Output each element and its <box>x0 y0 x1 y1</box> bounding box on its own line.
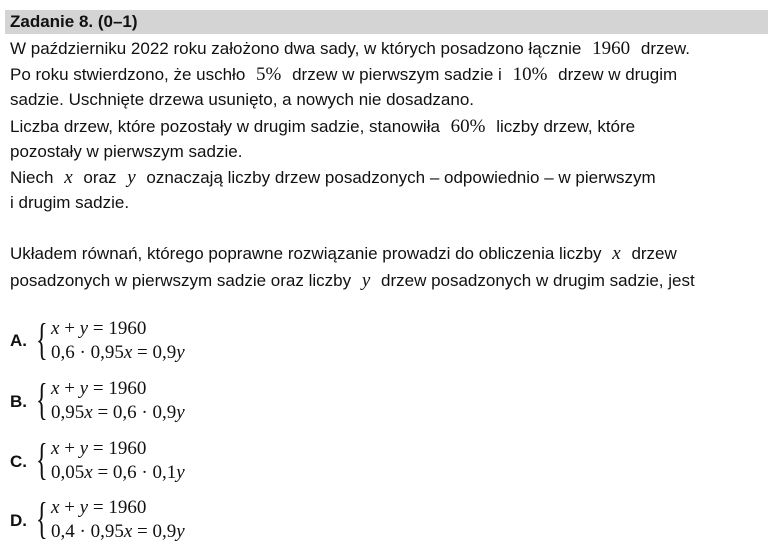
text-fragment: posadzonych w pierwszym sadzie oraz liczby <box>10 271 352 290</box>
math-value: 5% <box>256 64 282 85</box>
brace-icon: { <box>36 315 48 364</box>
text-line-1 <box>10 38 690 60</box>
text-line-2 <box>10 64 677 86</box>
text-fragment: Po roku stwierdzono, że uschło <box>10 65 246 84</box>
text-line-8 <box>10 243 677 265</box>
math-var: y <box>127 167 136 188</box>
math-var: x <box>612 243 621 264</box>
text-fragment: Układem równań, którego poprawne rozwiązanie prowadzi do obliczenia liczby <box>10 244 602 263</box>
text-fragment: drzew posadzonych w drugim sadzie, jest <box>381 271 695 290</box>
option-letter: D. <box>10 511 27 530</box>
task-title: Zadanie 8. (0–1) <box>10 12 138 31</box>
text-fragment: oraz <box>83 168 117 187</box>
math-value: 1960 <box>592 38 631 59</box>
math-value: 60% <box>450 116 486 137</box>
equation-2: 0,05x = 0,6 · 0,1y <box>51 462 185 483</box>
task-header <box>5 10 768 34</box>
text-line-9 <box>10 270 695 292</box>
brace-icon: { <box>36 375 48 424</box>
text-line-7: i drugim sadzie. <box>10 193 130 212</box>
text-line-3: sadzie. Uschnięte drzewa usunięto, a nowych nie dosadzano. <box>10 90 475 109</box>
text-line-4 <box>10 116 635 138</box>
text-fragment: W październiku 2022 roku założono dwa sady, w których posadzono łącznie <box>10 39 582 58</box>
text-fragment: liczby drzew, które <box>496 117 636 136</box>
equation-1: x + y = 1960 <box>51 318 147 339</box>
math-var: x <box>64 167 73 188</box>
text-fragment: Niech <box>10 168 54 187</box>
equation-1: x + y = 1960 <box>51 378 147 399</box>
equation-1: x + y = 1960 <box>51 497 147 518</box>
text-fragment: drzew w pierwszym sadzie i <box>292 65 502 84</box>
equation-2: 0,6 · 0,95x = 0,9y <box>51 342 185 363</box>
text-fragment: drzew. <box>640 39 690 58</box>
equation-2: 0,95x = 0,6 · 0,9y <box>51 402 185 423</box>
equation-2: 0,4 · 0,95x = 0,9y <box>51 521 185 542</box>
equation-1: x + y = 1960 <box>51 438 147 459</box>
brace-icon: { <box>36 435 48 484</box>
text-fragment: drzew w drugim <box>558 65 678 84</box>
math-var: y <box>361 270 371 291</box>
option-letter: C. <box>10 452 27 471</box>
math-value: 10% <box>512 64 548 85</box>
text-fragment: oznaczają liczby drzew posadzonych – odpowiednio – w pierwszym <box>146 168 656 187</box>
option-letter: A. <box>10 331 27 350</box>
option-letter: B. <box>10 392 27 411</box>
text-line-6 <box>10 167 656 189</box>
brace-icon: { <box>36 494 48 543</box>
text-fragment: drzew <box>631 244 677 263</box>
text-fragment: Liczba drzew, które pozostały w drugim sadzie, stanowiła <box>10 117 440 136</box>
text-line-5: pozostały w pierwszym sadzie. <box>10 142 243 161</box>
